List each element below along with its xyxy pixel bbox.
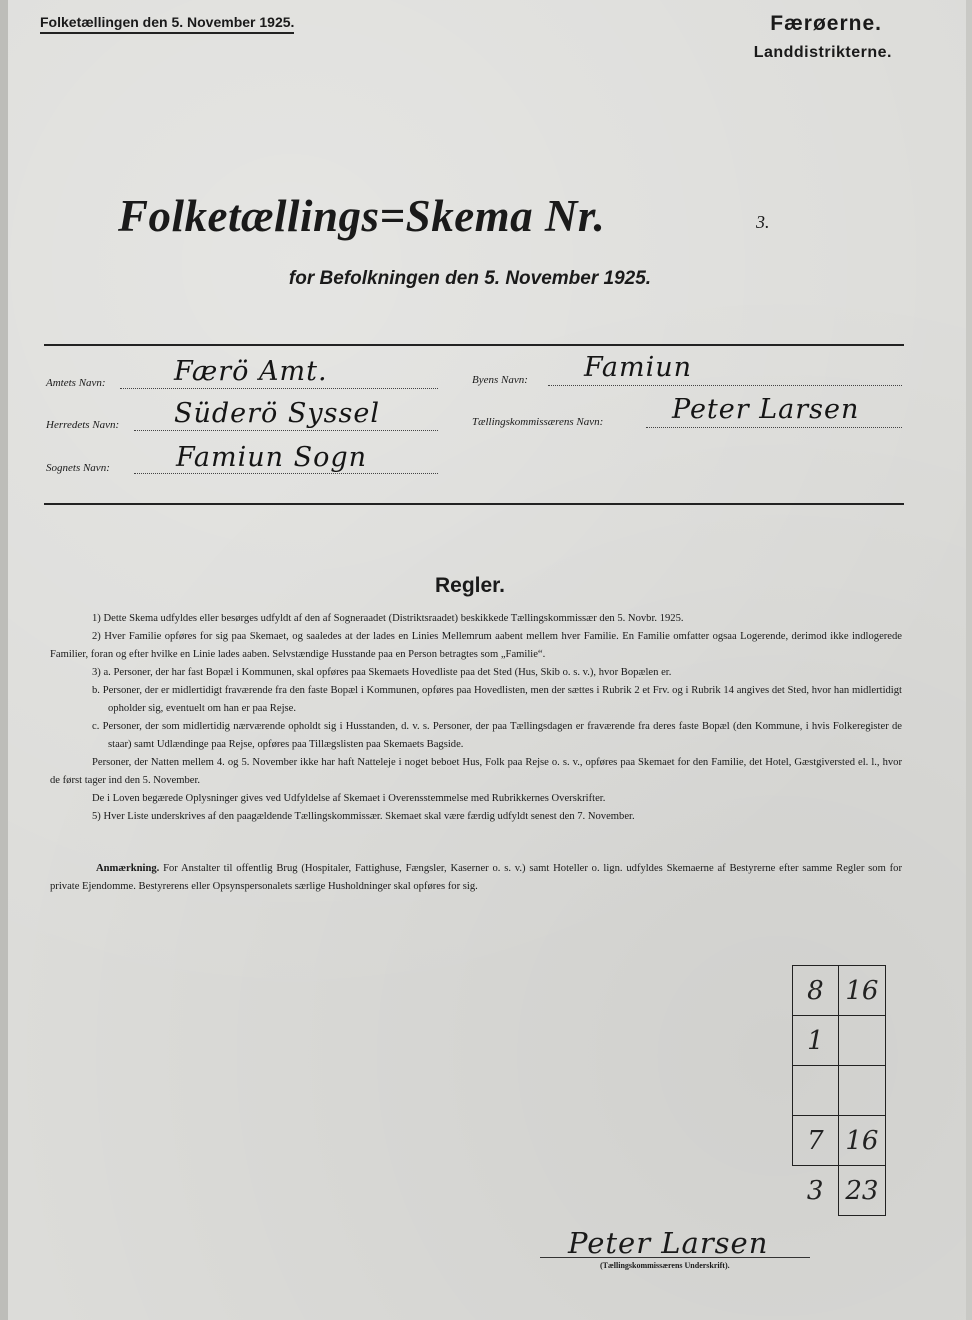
tally-r4c2: 16 <box>838 1116 885 1166</box>
rule-1: 1) Dette Skema udfyldes eller besørges udfyldt af den af Sogneraadet (Distriktsraadet) beskikkede Tællingskommissær den 5. Novbr. 1925. <box>92 613 684 624</box>
amt-value: Færö Amt. <box>174 356 328 387</box>
signature-line <box>540 1257 810 1258</box>
tally-r1c2: 16 <box>838 966 885 1016</box>
rule-3a: 3) a. Personer, der har fast Bopæl i Kommunen, skal opføres paa Skemaets Hovedliste paa det Sted (Hus, Skib o. s. v.), hvor Bopælen er. <box>92 667 672 678</box>
tally-r5c1: 3 <box>793 1166 839 1216</box>
top-rule <box>44 344 904 346</box>
tally-r3c2 <box>838 1066 885 1116</box>
by-line <box>548 385 902 386</box>
tally-r5c2: 23 <box>838 1166 885 1216</box>
kommissaer-line <box>646 427 902 428</box>
header-district-type: Landdistrikterne. <box>753 44 892 61</box>
sogn-line <box>134 473 438 474</box>
rule-4b: De i Loven begærede Oplysninger gives ved Udfyldelse af Skemaet i Overensstemmelse med Rubrikkernes Overskrifter. <box>92 793 606 804</box>
form-title: Folketællings=Skema Nr. <box>118 191 606 241</box>
tally-box <box>792 965 886 1216</box>
rules-text <box>50 610 902 826</box>
rule-3c: c. Personer, der som midlertidig nærværende opholdt sig i Husstanden, d. v. s. Personer, der paa Tællingsdagen er fraværende fra deres faste Bopæl (den Kommune, i hvis Folkeregister de staar) samt Udlændinge paa Rejse, opføres paa Tillægslisten paa Skemaets Bagside. <box>92 721 902 750</box>
kommissaer-label: Tællingskommissærens Navn: <box>472 416 604 428</box>
form-subtitle: for Befolkningen den 5. November 1925. <box>288 268 652 289</box>
herred-label: Herredets Navn: <box>46 419 120 431</box>
rule-4: Personer, der Natten mellem 4. og 5. November ikke har haft Natteleje i noget beboet Hus, Folk paa Rejse o. s. v., opføres paa Skemaet for den Familie, det Hotel, Gæstgiversted el. l., hvor de først tager ind den 5. November. <box>50 757 902 786</box>
signature-caption: (Tællingskommissærens Underskrift). <box>600 1261 730 1270</box>
note <box>50 860 902 896</box>
sogn-value: Famiun Sogn <box>176 442 368 473</box>
header-census-date: Folketællingen den 5. November 1925. <box>40 14 294 34</box>
tally-r3c1 <box>793 1066 839 1116</box>
tally-r2c2 <box>838 1016 885 1066</box>
note-label: Anmærkning. <box>96 863 160 874</box>
rule-5: 5) Hver Liste underskrives af den paagældende Tællingskommissær. Skemaet skal være færdig udfyldt senest den 7. November. <box>92 811 635 822</box>
page-edge-left <box>0 0 8 1320</box>
herred-line <box>134 430 438 431</box>
tally-r2c1: 1 <box>793 1016 839 1066</box>
header-region: Færøerne. <box>770 12 882 35</box>
by-label: Byens Navn: <box>472 374 528 386</box>
rules-heading: Regler. <box>434 574 506 597</box>
amt-label: Amtets Navn: <box>46 377 106 389</box>
by-value: Famiun <box>584 352 693 383</box>
sogn-label: Sognets Navn: <box>46 462 110 474</box>
herred-value: Süderö Syssel <box>174 398 380 429</box>
kommissaer-value: Peter Larsen <box>672 394 860 425</box>
form-number: 3. <box>756 212 770 232</box>
tally-r4c1: 7 <box>793 1116 839 1166</box>
note-text: For Anstalter til offentlig Brug (Hospitaler, Fattighuse, Fængsler, Kaserner o. s. v.) samt Hoteller o. lign. udfyldes Skemaerne af Bestyrerne efter samme Regler som for private Ejendomme. Bestyrerens eller Opsynspersonalets særlige Husholdninger skal opføres for sig. <box>50 863 902 892</box>
amt-line <box>120 388 438 389</box>
rule-2: 2) Hver Familie opføres for sig paa Skemaet, og saaledes at der lades en Linies Mellemrum aabent mellem hver Familie. En Familie omfatter ogsaa Logerende, derimod ikke indlogerede Familier, foran og efter hvilke en Linie lades aaben. Selvstændige Husstande paa en Person betragtes som „Familie“. <box>50 631 902 660</box>
rule-3b: b. Personer, der er midlertidigt fraværende fra den faste Bopæl i Kommunen, opføres paa Hovedlisten, men der sættes i Rubrik 2 et Frv. og i Rubrik 14 angives det Sted, hvor han midlertidigt opholder sig, eventuelt om han er paa Rejse. <box>92 685 902 714</box>
signature: Peter Larsen <box>568 1226 769 1260</box>
bottom-rule <box>44 503 904 505</box>
tally-r1c1: 8 <box>793 966 839 1016</box>
page-edge-right <box>966 0 972 1320</box>
